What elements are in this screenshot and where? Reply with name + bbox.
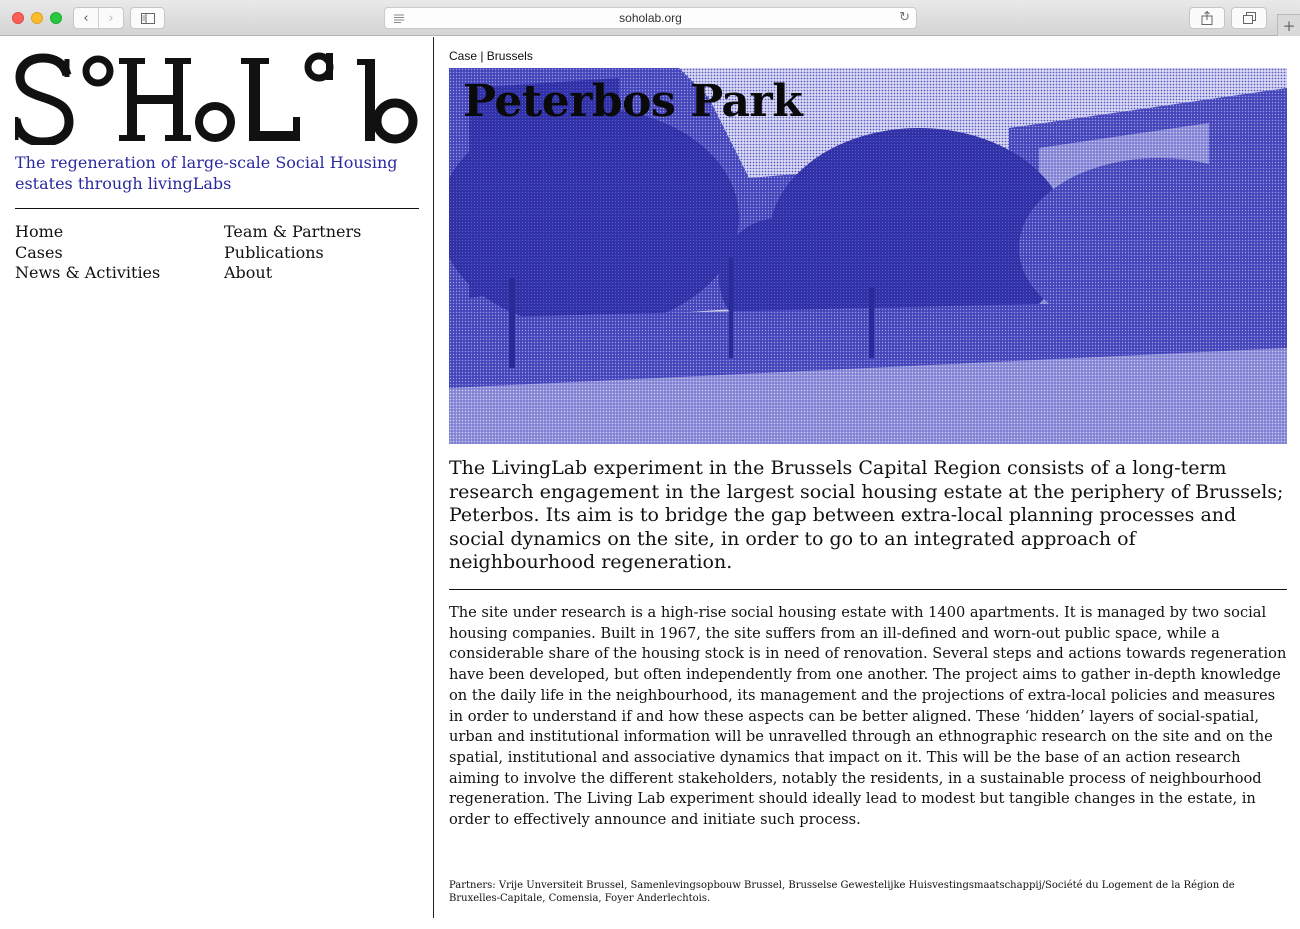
sidebar-toggle-button[interactable] bbox=[130, 7, 165, 29]
nav-news-activities[interactable]: News & Activities bbox=[15, 263, 161, 282]
breadcrumb: Case | Brussels bbox=[449, 49, 533, 63]
column-divider bbox=[433, 37, 434, 918]
partners-note: Partners: Vrije Unversiteit Brussel, Samenlevingsopbouw Brussel, Brusselse Gewestelijke Huisvestingsmaatschappij/Société du Logement de la Région de Bruxelles-Capitale, Comensia, Foyer Anderlechtois. bbox=[449, 880, 1235, 904]
nav-cases[interactable]: Cases bbox=[15, 243, 63, 262]
show-tabs-button[interactable] bbox=[1231, 7, 1267, 29]
divider bbox=[15, 208, 419, 209]
sidebar-icon bbox=[141, 13, 155, 24]
tabs-icon bbox=[1243, 12, 1256, 24]
body-paragraph: The site under research is a high-rise social housing estate with 1400 apartments. It is managed by two social housing companies. Built in 1967, the site suffers from an ill-defined and worn-out public space, while a considerable share of the housing stock is in need of renovation. Several steps and actions towards regeneration have been developed, but often independently from one another. The project aims to gather in-depth knowledge on the daily life in the neighbourhood, its management and the projections of extra-local policies and measures in order to understand if and how these aspects can be better aligned. These ‘hidden’ layers of social-spatial, urban and institutional information will be unravelled through an ethnographic research on the site and on the spatial, institutional and associative dynamics that impact on it. This will be the base of an action research aiming to involve the different stakeholders, notably the residents, in a sustainable process of neighbourhood regeneration. The Living Lab experiment should ideally lead to modest but tangible changes in the estate, in order to effectively announce and initiate such process. bbox=[449, 604, 1287, 829]
reload-icon[interactable]: ↻ bbox=[899, 10, 910, 25]
address-bar[interactable] bbox=[384, 7, 917, 29]
browser-toolbar bbox=[0, 0, 1300, 36]
lead-paragraph: The LivingLab experiment in the Brussels Capital Region consists of a long-term research engagement in the largest social housing estate at the periphery of Brussels; Peterbos. Its aim is to bridge the gap between extra-local planning processes and social dynamics on the site, in order to go to an integrated approach of neighbourhood regeneration. bbox=[449, 457, 1284, 573]
minimize-window-button[interactable] bbox=[31, 12, 43, 24]
zoom-window-button[interactable] bbox=[50, 12, 62, 24]
history-buttons bbox=[73, 7, 124, 29]
page-title: Peterbos Park bbox=[463, 76, 803, 127]
nav-home[interactable]: Home bbox=[15, 222, 64, 241]
url-text: soholab.org bbox=[619, 11, 682, 25]
divider bbox=[449, 589, 1287, 590]
hero-image bbox=[449, 68, 1287, 444]
nav-team-partners[interactable]: Team & Partners bbox=[224, 222, 362, 241]
share-icon bbox=[1201, 11, 1213, 25]
close-window-button[interactable] bbox=[12, 12, 24, 24]
site-tagline: The regeneration of large-scale Social Housing estates through livingLabs bbox=[15, 153, 398, 193]
back-icon[interactable]: ‹ bbox=[83, 10, 89, 26]
plus-icon[interactable]: + bbox=[1277, 14, 1300, 36]
share-button[interactable] bbox=[1189, 7, 1225, 29]
forward-icon[interactable]: › bbox=[98, 8, 123, 28]
nav-about[interactable]: About bbox=[224, 263, 273, 282]
site-logo[interactable] bbox=[15, 45, 419, 145]
nav-publications[interactable]: Publications bbox=[224, 243, 324, 262]
reader-icon[interactable] bbox=[393, 12, 405, 24]
